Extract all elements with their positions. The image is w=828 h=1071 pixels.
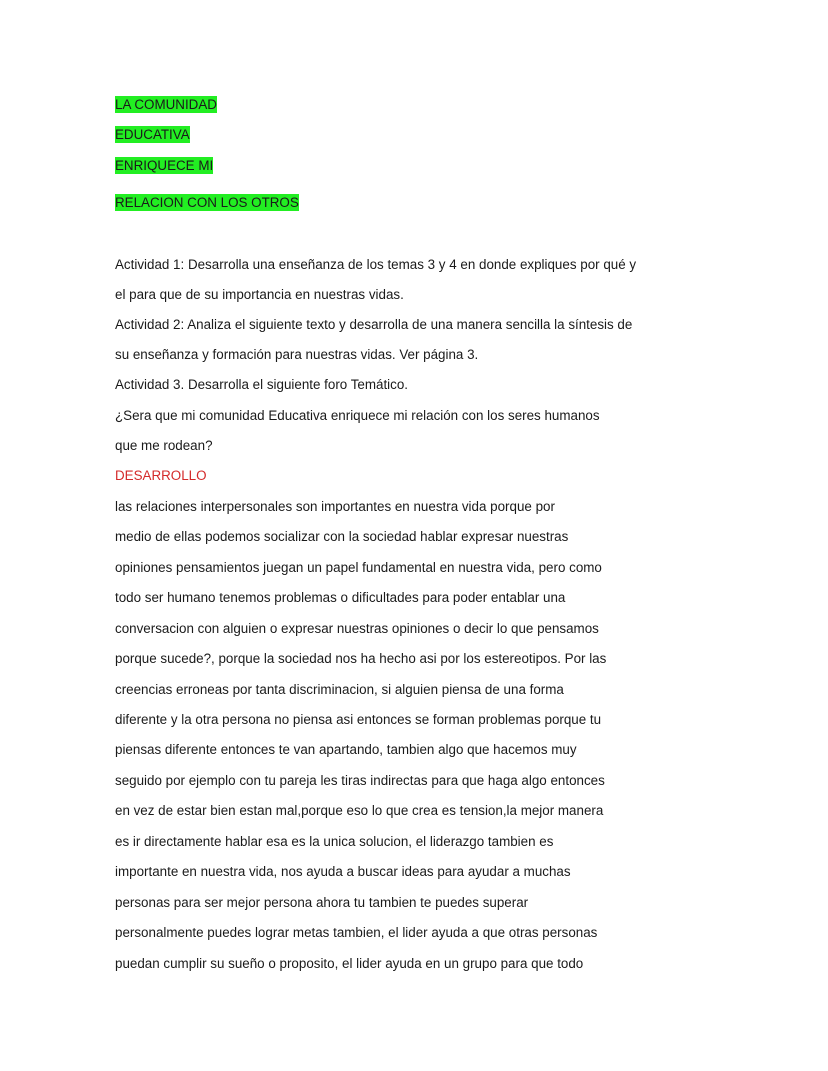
body-line: opiniones pensamientos juegan un papel fundamental en nuestra vida, pero como: [115, 560, 602, 575]
body-line: es ir directamente hablar esa es la unica solucion, el liderazgo tambien es: [115, 834, 554, 849]
activity-line: Actividad 1: Desarrolla una enseñanza de los temas 3 y 4 en donde expliques por qué y: [115, 257, 637, 272]
activity-line: Actividad 3. Desarrolla el siguiente foro Temático.: [115, 377, 409, 392]
body-line: personalmente puedes lograr metas tambien, el lider ayuda a que otras personas: [115, 925, 598, 940]
body-line: piensas diferente entonces te van apartando, tambien algo que hacemos muy: [115, 742, 577, 757]
title-highlight: EDUCATIVA: [115, 127, 190, 142]
title-highlight: ENRIQUECE MI: [115, 158, 214, 173]
activity-line: el para que de su importancia en nuestras vidas.: [115, 287, 404, 302]
title-highlight: RELACION CON LOS OTROS: [115, 195, 299, 210]
body-line: personas para ser mejor persona ahora tu tambien te puedes superar: [115, 895, 529, 910]
section-heading: DESARROLLO: [115, 468, 207, 483]
title-line: [115, 158, 213, 174]
activity-line: ¿Sera que mi comunidad Educativa enriquece mi relación con los seres humanos: [115, 408, 600, 423]
body-line: las relaciones interpersonales son importantes en nuestra vida porque por: [115, 499, 555, 514]
body-line: puedan cumplir su sueño o proposito, el lider ayuda en un grupo para que todo: [115, 956, 584, 971]
body-line: todo ser humano tenemos problemas o dificultades para poder entablar una: [115, 590, 566, 605]
body-line: diferente y la otra persona no piensa asi entonces se forman problemas porque tu: [115, 712, 602, 727]
body-line: seguido por ejemplo con tu pareja les tiras indirectas para que haga algo entonces: [115, 773, 605, 788]
body-line: conversacion con alguien o expresar nuestras opiniones o decir lo que pensamos: [115, 621, 599, 636]
title-line: [115, 195, 299, 211]
activity-line: Actividad 2: Analiza el siguiente texto y desarrolla de una manera sencilla la síntesis de: [115, 317, 633, 332]
title-highlight: LA COMUNIDAD: [115, 97, 217, 112]
title-line: [115, 97, 217, 113]
title-line: [115, 127, 190, 143]
body-line: porque sucede?, porque la sociedad nos ha hecho asi por los estereotipos. Por las: [115, 651, 607, 666]
body-line: importante en nuestra vida, nos ayuda a buscar ideas para ayudar a muchas: [115, 864, 571, 879]
activity-line: su enseñanza y formación para nuestras vidas. Ver página 3.: [115, 347, 479, 362]
activity-line: que me rodean?: [115, 438, 213, 453]
body-line: en vez de estar bien estan mal,porque eso lo que crea es tension,la mejor manera: [115, 803, 604, 818]
body-line: medio de ellas podemos socializar con la sociedad hablar expresar nuestras: [115, 529, 569, 544]
body-line: creencias erroneas por tanta discriminacion, si alguien piensa de una forma: [115, 682, 564, 697]
